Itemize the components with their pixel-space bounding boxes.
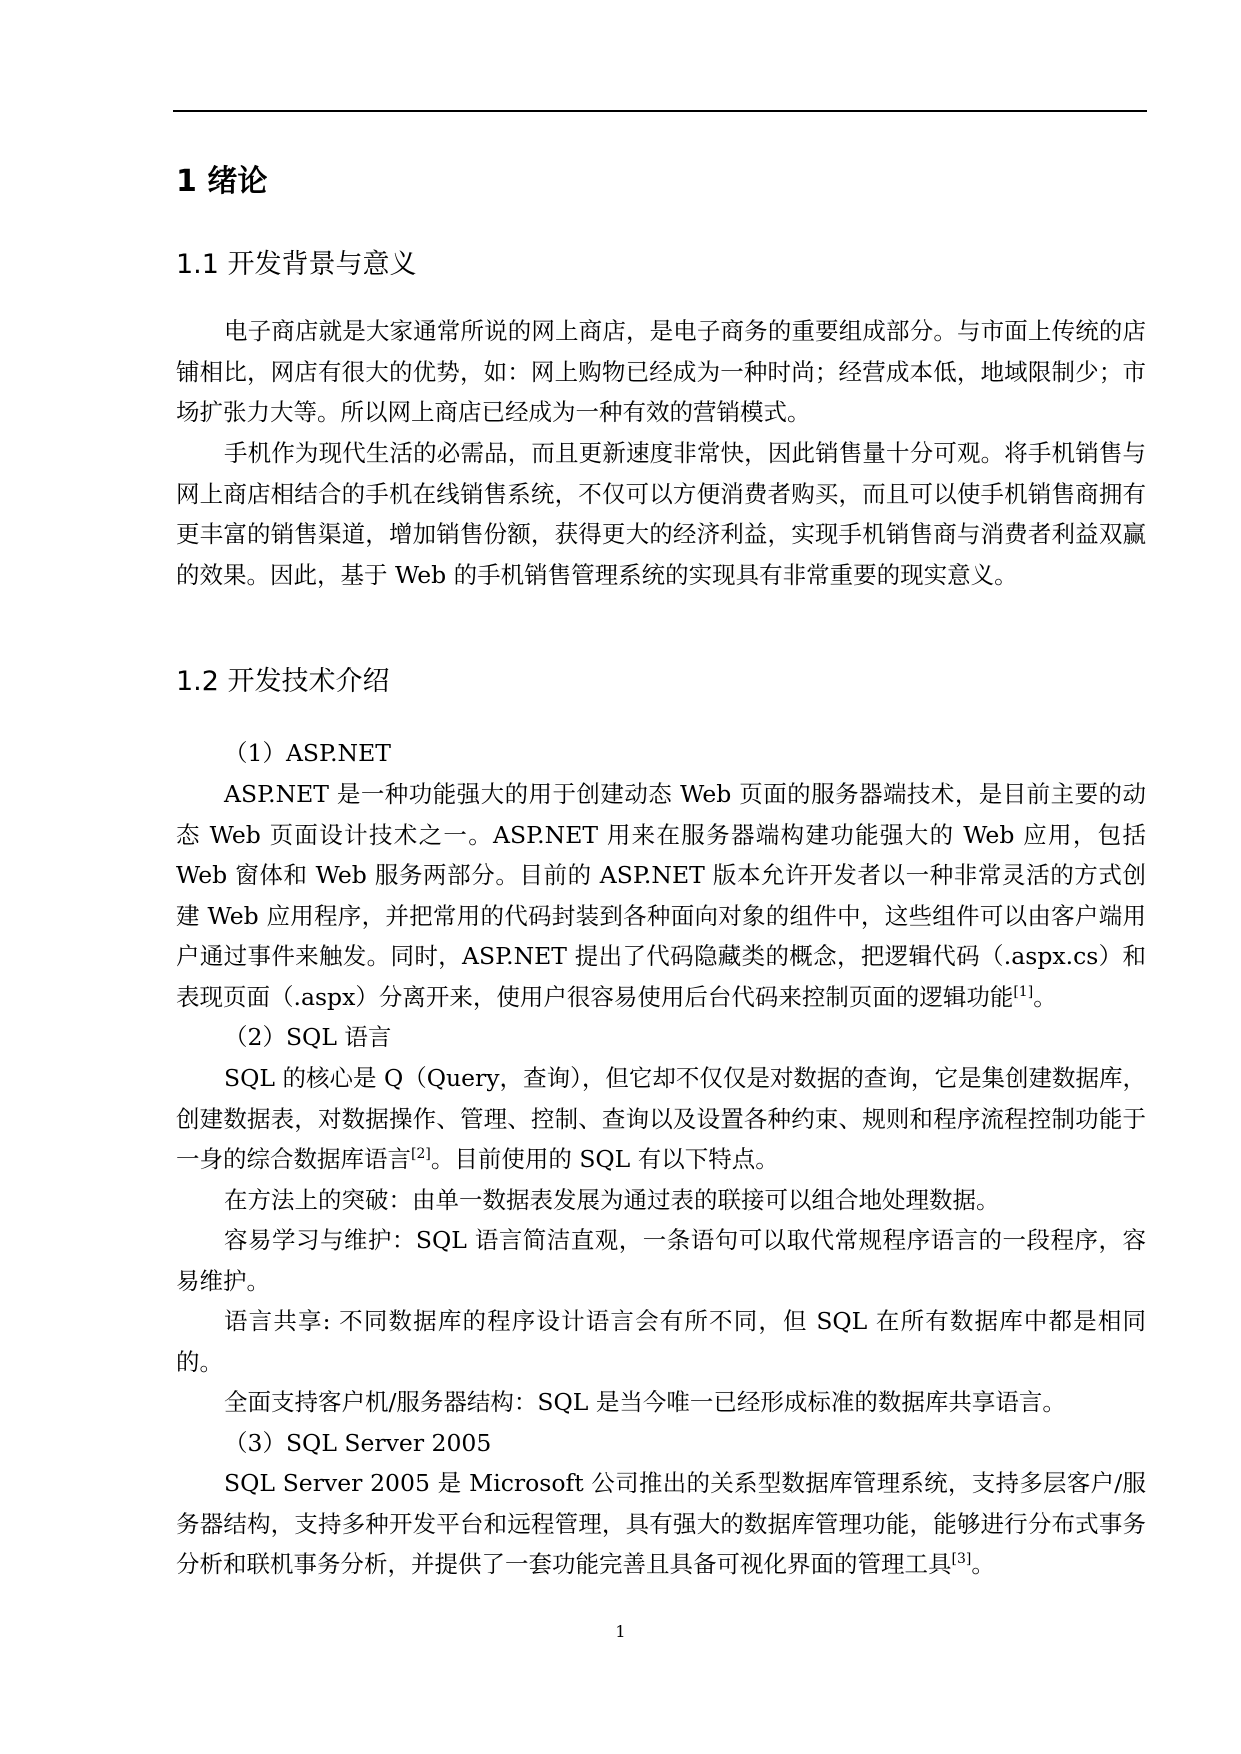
paragraph-sql (176, 1058, 1146, 1180)
citation-2: [2] (411, 1146, 431, 1163)
sql-feature-2: 容易学习与维护：SQL 语言简洁直观，一条语句可以取代常规程序语言的一段程序，容易维护。 (176, 1226, 1146, 1295)
header-rule (173, 110, 1147, 112)
sql-text: SQL 的核心是 Q（Query，查询），但它却不仅仅是对数据的查询，它是集创建数据库，创建数据表，对数据操作、管理、控制、查询以及设置各种约束、规则和程序流程控制功能于一身的综合数据库语言 (176, 1064, 1146, 1174)
aspnet-text: ASP.NET 是一种功能强大的用于创建动态 Web 页面的服务器端技术，是目前主要的动态 Web 页面设计技术之一。ASP.NET 用来在服务器端构建功能强大的 Web 应用，包括 Web 窗体和 Web 服务两部分。目前的 ASP.NET 版本允许开发者以一种非常灵活的方式创建 Web 应用程序，并把常用的代码封装到各种面向对象的组件中，这些组件可以由客户端用户通过事件来触发。同时，ASP.NET 提出了代码隐藏类的概念，把逻辑代码（.aspx.cs）和表现页面（.aspx）分离开来，使用户很容易使用后台代码来控制页面的逻辑功能 (176, 780, 1146, 1011)
citation-1: [1] (1013, 983, 1034, 1000)
chapter-title: 1 绪论 (176, 164, 268, 199)
subheading-sqlserver: （3）SQL Server 2005 (224, 1429, 492, 1457)
subheading-sql: （2）SQL 语言 (224, 1023, 392, 1051)
sqlserver-text: SQL Server 2005 是 Microsoft 公司推出的关系型数据库管理系统，支持多层客户/服务器结构，支持多种开发平台和远程管理，具有强大的数据库管理功能，能够进行分布式事务分析和联机事务分析，并提供了一套功能完善且具备可视化界面的管理工具 (176, 1469, 1146, 1579)
sql-feature-3: 语言共享: 不同数据库的程序设计语言会有所不同，但 SQL 在所有数据库中都是相同的。 (176, 1307, 1146, 1376)
paragraph-background-2: 手机作为现代生活的必需品，而且更新速度非常快，因此销售量十分可观。将手机销售与网上商店相结合的手机在线销售系统，不仅可以方便消费者购买，而且可以使手机销售商拥有更丰富的销售渠道，增加销售份额，获得更大的经济利益，实现手机销售商与消费者利益双赢的效果。因此，基于 Web 的手机销售管理系统的实现具有非常重要的现实意义。 (176, 439, 1146, 589)
paragraph-background-1: 电子商店就是大家通常所说的网上商店，是电子商务的重要组成部分。与市面上传统的店铺相比，网店有很大的优势，如：网上购物已经成为一种时尚；经营成本低，地域限制少；市场扩张力大等。所以网上商店已经成为一种有效的营销模式。 (176, 317, 1146, 427)
sql-feature-1: 在方法上的突破：由单一数据表发展为通过表的联接可以组合地处理数据。 (224, 1186, 1000, 1214)
paragraph-sqlserver (176, 1463, 1146, 1585)
sqlserver-text-end: 。 (971, 1550, 995, 1579)
citation-3: [3] (951, 1551, 972, 1568)
page-number: 1 (615, 1622, 626, 1641)
sql-text-end: 。目前使用的 SQL 有以下特点。 (430, 1145, 779, 1174)
section-heading-1-1: 1.1 开发背景与意义 (176, 249, 417, 280)
paragraph-aspnet (176, 774, 1146, 1018)
aspnet-text-end: 。 (1033, 982, 1057, 1011)
section-heading-1-2: 1.2 开发技术介绍 (176, 666, 390, 697)
subheading-aspnet: （1）ASP.NET (224, 739, 391, 767)
sql-feature-4: 全面支持客户机/服务器结构：SQL 是当今唯一已经形成标准的数据库共享语言。 (224, 1388, 1066, 1416)
